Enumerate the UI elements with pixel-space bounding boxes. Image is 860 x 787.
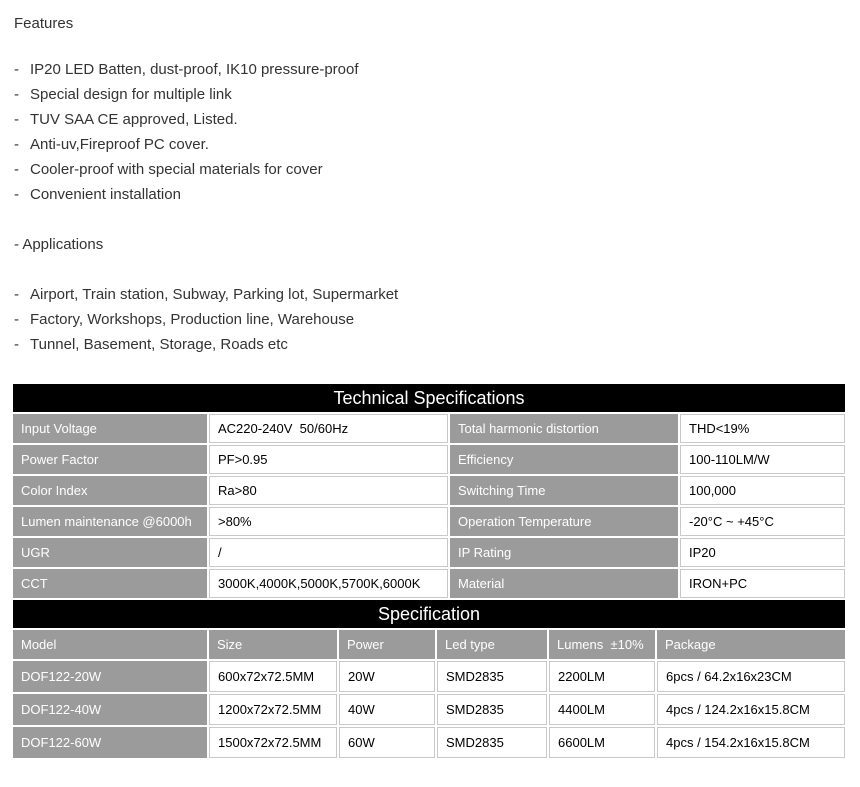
tech-spec-label: Efficiency (450, 445, 678, 474)
bullet-dash: - (14, 136, 19, 153)
feature-item (14, 107, 846, 132)
applications-title: - Applications (14, 236, 104, 253)
tech-spec-value: / (209, 538, 448, 567)
spec-lumens-cell: 2200LM (549, 661, 655, 692)
tech-spec-value: PF>0.95 (209, 445, 448, 474)
feature-item-text: Special design for multiple link (30, 86, 232, 103)
tech-spec-label: CCT (13, 569, 207, 598)
features-list (14, 57, 846, 207)
tech-spec-value: THD<19% (680, 414, 845, 443)
bullet-dash: - (14, 336, 19, 353)
application-item-text: Factory, Workshops, Production line, Warehouse (30, 311, 355, 328)
feature-item (14, 82, 846, 107)
tech-spec-value: 100,000 (680, 476, 845, 505)
spec-ledtype-cell: SMD2835 (437, 727, 547, 758)
spec-lumens-cell: 6600LM (549, 727, 655, 758)
bullet-dash: - (14, 61, 19, 78)
spec-power-cell: 20W (339, 661, 435, 692)
feature-item (14, 57, 846, 82)
specification-table (13, 628, 845, 758)
features-title: Features (14, 15, 74, 32)
feature-item (14, 182, 846, 207)
bullet-dash: - (14, 186, 19, 203)
spec-model-cell: DOF122-60W (13, 727, 207, 758)
spec-ledtype-cell: SMD2835 (437, 661, 547, 692)
tech-spec-label: IP Rating (450, 538, 678, 567)
feature-item (14, 157, 846, 182)
tech-spec-value: IP20 (680, 538, 845, 567)
spec-size-cell: 1500x72x72.5MM (209, 727, 337, 758)
tech-spec-label: Lumen maintenance @6000h (13, 507, 207, 536)
page-content (0, 0, 860, 357)
spec-power-cell: 40W (339, 694, 435, 725)
spec-model-cell: DOF122-20W (13, 661, 207, 692)
application-item (14, 332, 846, 357)
feature-item-text: Convenient installation (30, 186, 181, 203)
feature-item-text: Anti-uv,Fireproof PC cover. (30, 136, 209, 153)
technical-specifications-table (13, 412, 845, 598)
tech-spec-label: Material (450, 569, 678, 598)
bullet-dash: - (14, 286, 19, 303)
tech-spec-label: Operation Temperature (450, 507, 678, 536)
application-item-text: Airport, Train station, Subway, Parking lot, Supermarket (30, 286, 399, 303)
tech-spec-label: Power Factor (13, 445, 207, 474)
tech-spec-label: Total harmonic distortion (450, 414, 678, 443)
tech-spec-label: Switching Time (450, 476, 678, 505)
tech-spec-value: 3000K,4000K,5000K,5700K,6000K (209, 569, 448, 598)
tech-spec-label: UGR (13, 538, 207, 567)
feature-item (14, 132, 846, 157)
bullet-dash: - (14, 311, 19, 328)
application-item (14, 307, 846, 332)
tech-spec-value: >80% (209, 507, 448, 536)
spec-size-cell: 600x72x72.5MM (209, 661, 337, 692)
spec-package-cell: 4pcs / 154.2x16x15.8CM (657, 727, 845, 758)
tables-section (13, 384, 845, 758)
applications-list (14, 282, 846, 357)
spec-power-cell: 60W (339, 727, 435, 758)
tech-spec-value: Ra>80 (209, 476, 448, 505)
spec-ledtype-cell: SMD2835 (437, 694, 547, 725)
tech-spec-label: Input Voltage (13, 414, 207, 443)
spec-column-header: Led type (437, 630, 547, 659)
tech-spec-label: Color Index (13, 476, 207, 505)
feature-item-text: IP20 LED Batten, dust-proof, IK10 pressure-proof (30, 61, 359, 78)
bullet-dash: - (14, 111, 19, 128)
bullet-dash: - (14, 161, 19, 178)
spec-column-header: Package (657, 630, 845, 659)
spec-column-header: Lumens ±10% (549, 630, 655, 659)
spec-column-header: Power (339, 630, 435, 659)
spec-package-cell: 4pcs / 124.2x16x15.8CM (657, 694, 845, 725)
tech-spec-value: AC220-240V 50/60Hz (209, 414, 448, 443)
tech-spec-value: 100-110LM/W (680, 445, 845, 474)
tech-spec-value: IRON+PC (680, 569, 845, 598)
spec-column-header: Size (209, 630, 337, 659)
application-item (14, 282, 846, 307)
specification-header: Specification (13, 600, 845, 628)
spec-model-cell: DOF122-40W (13, 694, 207, 725)
feature-item-text: Cooler-proof with special materials for cover (30, 161, 323, 178)
spec-lumens-cell: 4400LM (549, 694, 655, 725)
spec-column-header: Model (13, 630, 207, 659)
spec-package-cell: 6pcs / 64.2x16x23CM (657, 661, 845, 692)
technical-specifications-header: Technical Specifications (13, 384, 845, 412)
feature-item-text: TUV SAA CE approved, Listed. (30, 111, 238, 128)
spec-size-cell: 1200x72x72.5MM (209, 694, 337, 725)
bullet-dash: - (14, 86, 19, 103)
tech-spec-value: -20°C ~ +45°C (680, 507, 845, 536)
application-item-text: Tunnel, Basement, Storage, Roads etc (30, 336, 288, 353)
